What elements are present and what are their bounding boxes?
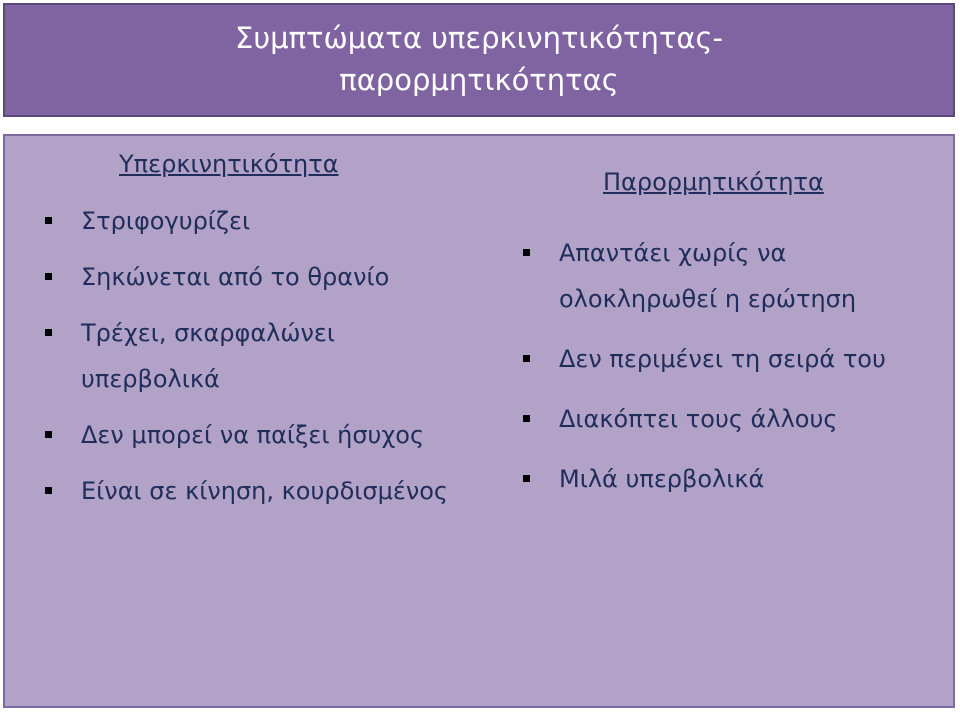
list-item: Τρέχει, σκαρφαλώνει υπερβολικά: [43, 310, 471, 402]
square-bullet-icon: [523, 249, 530, 256]
square-bullet-icon: [523, 475, 530, 482]
list-item: Δεν περιμένει τη σειρά του: [521, 336, 939, 382]
hyperactivity-list: [43, 198, 471, 524]
title-line-2: παρορμητικότητας: [339, 63, 619, 97]
slide-title: [3, 3, 955, 117]
square-bullet-icon: [523, 355, 530, 362]
square-bullet-icon: [523, 415, 530, 422]
list-item: Μιλά υπερβολικά: [521, 456, 939, 502]
list-item: Διακόπτει τους άλλους: [521, 396, 939, 442]
list-item: Απαντάει χωρίς να ολοκληρωθεί η ερώτηση: [521, 230, 939, 322]
square-bullet-icon: [45, 217, 52, 224]
square-bullet-icon: [45, 273, 52, 280]
hyperactivity-heading: Υπερκινητικότητα: [119, 150, 339, 178]
list-item: Στριφογυρίζει: [43, 198, 471, 244]
square-bullet-icon: [45, 487, 52, 494]
square-bullet-icon: [45, 431, 52, 438]
content-panel: [3, 134, 955, 708]
list-item: Είναι σε κίνηση, κουρδισμένος: [43, 468, 471, 514]
impulsivity-list: [521, 230, 939, 516]
square-bullet-icon: [45, 329, 52, 336]
title-line-1: Συμπτώματα υπερκινητικότητας-: [235, 21, 723, 55]
list-item: Σηκώνεται από το θρανίο: [43, 254, 471, 300]
impulsivity-heading: Παρορμητικότητα: [603, 168, 824, 196]
list-item: Δεν μπορεί να παίξει ήσυχος: [43, 412, 471, 458]
